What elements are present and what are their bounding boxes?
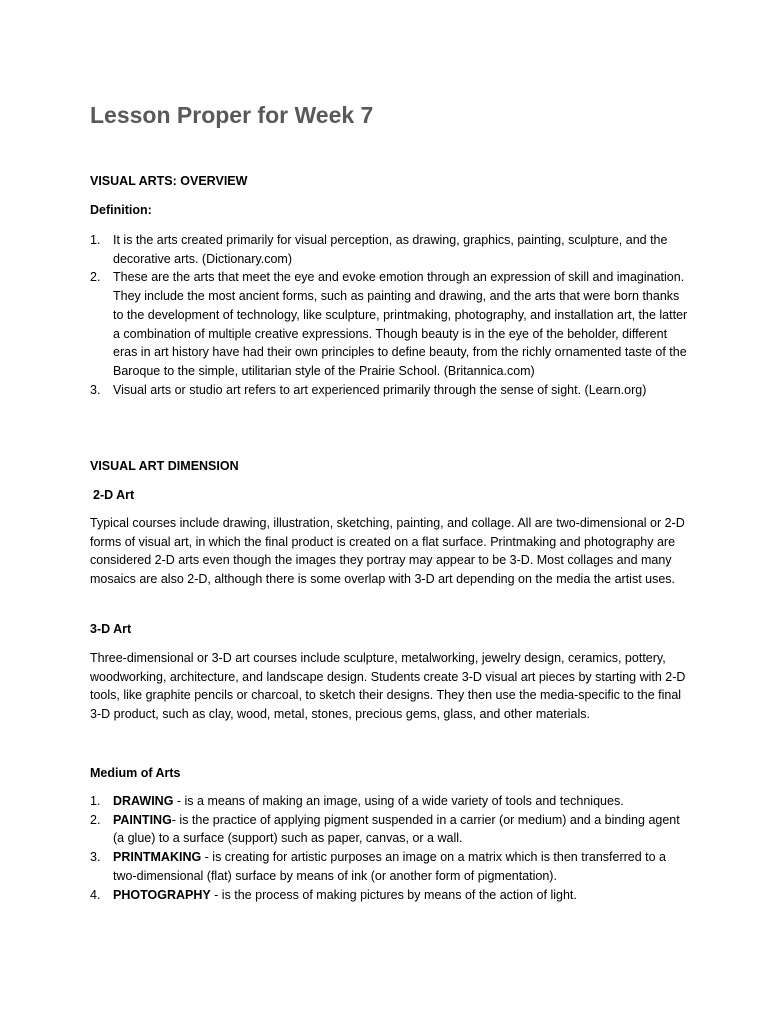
list-text: These are the arts that meet the eye and evoke emotion through an expression of skill and imagination. They include the most ancient forms, such as painting and drawing, and the arts that were born thanks to the development of technology, like sculpture, printmaking, photography, and installation art, the latter a combination of multiple creative expressions. Though beauty is in the eye of the beholder, different eras in art history have had their own principles to define beauty, from the richly ornamented taste of the Baroque to the simple, utilitarian style of the Prairie School. (Britannica.com) [113, 270, 688, 378]
medium-heading: Medium of Arts [90, 766, 181, 780]
medium-term: PAINTING [113, 812, 172, 827]
list-text: It is the arts created primarily for visual perception, as drawing, graphics, painting, sculpture, and the decorative arts. (Dictionary.com) [113, 233, 668, 266]
two-d-label: 2-D Art [93, 488, 135, 502]
definition-label: Definition: [90, 203, 152, 217]
medium-description: - is a means of making an image, using of a wide variety of tools and techniques. [173, 794, 624, 808]
list-number: 1. [90, 794, 101, 808]
two-d-paragraph: Typical courses include drawing, illustration, sketching, painting, and collage. All are two-dimensional or 2-D forms of visual art, in which the final product is created on a flat surface. Printmaking and photography are considered 2-D arts even though the images they portray may appear to be 3-D. Most collages and many mosaics are also 2-D, although there is some overlap with 3-D art depending on the media the artist uses. [90, 516, 685, 587]
list-number: 2. [90, 812, 101, 827]
overview-heading: VISUAL ARTS: OVERVIEW [90, 174, 248, 188]
medium-term: PRINTMAKING [113, 850, 202, 865]
medium-description: - is creating for artistic purposes an image on a matrix which is then transferred to a two-dimensional (flat) surface by means of ink (or another form of pigmentation). [113, 850, 666, 883]
list-number: 3. [90, 850, 101, 865]
list-number: 1. [90, 233, 101, 247]
page-title: Lesson Proper for Week 7 [90, 102, 374, 128]
medium-term: PHOTOGRAPHY [113, 887, 211, 902]
list-item [90, 792, 690, 811]
medium-term: DRAWING [113, 794, 174, 808]
list-item [90, 886, 690, 905]
list-number: 4. [90, 887, 101, 902]
three-d-label: 3-D Art [90, 622, 132, 636]
medium-list [90, 792, 690, 904]
list-number: 3. [90, 382, 101, 397]
list-item [90, 231, 690, 268]
list-item [90, 381, 690, 400]
medium-description: - is the practice of applying pigment suspended in a carrier (or medium) and a binding agent (a glue) to a surface (support) such as paper, canvas, or a wall. [113, 812, 680, 846]
dimension-heading: VISUAL ART DIMENSION [90, 459, 239, 473]
list-number: 2. [90, 270, 101, 285]
list-text: Visual arts or studio art refers to art experienced primarily through the sense of sight. (Learn.org) [113, 382, 647, 397]
medium-description: - is the process of making pictures by means of the action of light. [210, 887, 577, 902]
list-item [90, 268, 690, 380]
three-d-paragraph: Three-dimensional or 3-D art courses include sculpture, metalworking, jewelry design, ceramics, pottery, woodworking, architecture, and landscape design. Students create 3-D visual art pieces by starting with 2-D tools, like graphite pencils or charcoal, to sketch their designs. They then use the media-specific to the final 3-D product, such as clay, wood, metal, stones, precious gems, glass, and other materials. [90, 651, 686, 722]
list-item [90, 811, 690, 848]
list-item [90, 848, 690, 885]
definition-list [90, 231, 690, 399]
